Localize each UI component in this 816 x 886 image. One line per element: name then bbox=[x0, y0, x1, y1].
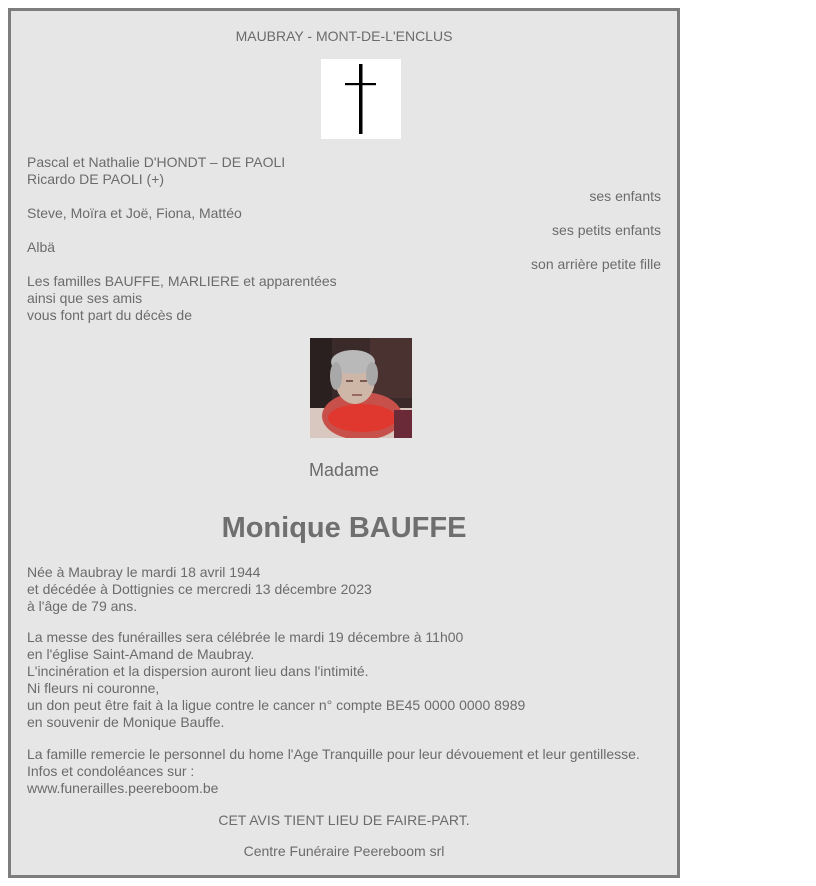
notice-text: CET AVIS TIENT LIEU DE FAIRE-PART. bbox=[218, 812, 470, 828]
birth-info: Née à Maubray le mardi 18 avril 1944 bbox=[27, 564, 261, 580]
thanks-line: La famille remercie le personnel du home l'Age Tranquille pour leur dévouement et leur gentillesse. bbox=[27, 746, 640, 762]
deceased-title: Madame bbox=[308, 460, 380, 480]
memory-line: en souvenir de Monique Bauffe. bbox=[27, 714, 225, 730]
location-header: MAUBRAY - MONT-DE-L'ENCLUS bbox=[235, 28, 453, 44]
funeral-mass: La messe des funérailles sera célébrée le mardi 19 décembre à 11h00 bbox=[27, 629, 464, 645]
company-name: Centre Funéraire Peereboom srl bbox=[243, 843, 445, 859]
age-info: à l'âge de 79 ans. bbox=[27, 598, 138, 614]
cross-icon bbox=[321, 59, 401, 139]
website-link[interactable]: www.funerailles.peereboom.be bbox=[27, 780, 219, 796]
grandchildren-names: Steve, Moïra et Joë, Fiona, Mattéo bbox=[27, 205, 242, 221]
announcement-line: vous font part du décès de bbox=[27, 307, 192, 323]
death-info: et décédée à Dottignies ce mercredi 13 décembre 2023 bbox=[27, 581, 372, 597]
great-grandchild-name: Albä bbox=[27, 239, 56, 255]
cremation-info: L'incinération et la dispersion auront lieu dans l'intimité. bbox=[27, 663, 369, 679]
friends-line: ainsi que ses amis bbox=[27, 290, 143, 306]
great-grandchild-label: son arrière petite fille bbox=[531, 256, 661, 272]
obituary-content bbox=[27, 11, 661, 875]
no-flowers: Ni fleurs ni couronne, bbox=[27, 680, 160, 696]
children-label: ses enfants bbox=[589, 188, 661, 204]
children-names-2: Ricardo DE PAOLI (+) bbox=[27, 171, 165, 187]
obituary-card bbox=[8, 8, 680, 878]
other-families: Les familles BAUFFE, MARLIERE et apparentées bbox=[27, 273, 337, 289]
grandchildren-label: ses petits enfants bbox=[552, 222, 661, 238]
condolences-label: Infos et condoléances sur : bbox=[27, 763, 195, 779]
portrait-photo bbox=[310, 338, 412, 438]
deceased-name: Monique BAUFFE bbox=[221, 512, 467, 544]
funeral-church: en l'église Saint-Amand de Maubray. bbox=[27, 646, 255, 662]
donation-info: un don peut être fait à la ligue contre le cancer n° compte BE45 0000 0000 8989 bbox=[27, 697, 526, 713]
children-names-1: Pascal et Nathalie D'HONDT – DE PAOLI bbox=[27, 154, 286, 170]
